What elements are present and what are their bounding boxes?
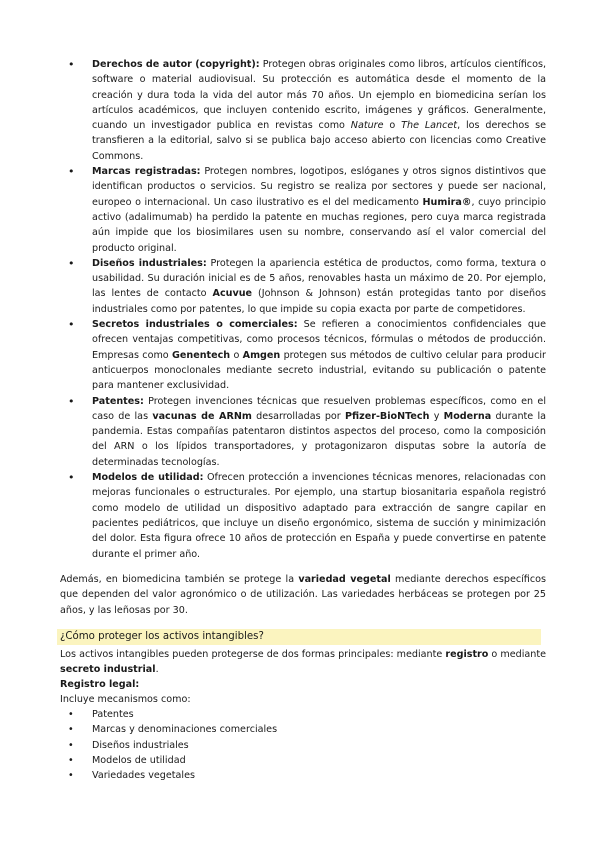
mechanisms-list	[60, 707, 360, 783]
text-run: Protegen invenciones técnicas que resuelven problemas específicos, como en el caso de las	[92, 395, 546, 422]
list-item-title: Modelos de utilidad:	[92, 472, 204, 484]
list-item-title: Secretos industriales o comerciales:	[92, 319, 298, 331]
text-run: Además, en biomedicina también se protege la	[60, 574, 299, 585]
bullet-icon: •	[68, 165, 75, 179]
text-run: Los activos intangibles pueden protegerse de dos formas principales: mediante	[60, 649, 446, 660]
list-item	[60, 256, 546, 317]
bullet-icon: •	[68, 770, 74, 782]
bold-text: vacunas de ARNm	[152, 410, 252, 422]
bold-text: Humira®	[422, 196, 472, 208]
text-run: Se refieren a conocimientos confidenciales que ofrecen ventajas competitivas, como procesos técnicos, fórmulas o métodos de producción. Empresas como	[92, 319, 546, 361]
text-run: y	[429, 410, 444, 422]
list-item-title: Derechos de autor (copyright):	[92, 59, 260, 70]
text-run: Protegen la apariencia estética de productos, como forma, textura o usabilidad. Su duración inicial es de 5 años, renovables hasta un máximo de 20. Por ejemplo, las lentes de contacto	[92, 257, 547, 300]
bullet-icon: •	[68, 58, 75, 71]
bullet-icon: •	[68, 739, 74, 751]
ip-types-list	[60, 57, 546, 562]
bold-text: variedad vegetal	[298, 574, 391, 585]
text-run: durante la pandemia. Estas compañías patentaron distintos aspectos del proceso, como la composición del ARN o los lípidos transportadores, y protagonizaron disputas sobre la autoría de determinadas tecnologías.	[92, 410, 546, 468]
text-run: o mediante	[488, 649, 546, 660]
bold-text: Amgen	[242, 349, 281, 361]
text-run: , cuyo principio activo (adalimumab) ha perdido la patente en muchas regiones, pero cuya marca registrada aún impide que los biosimilares usen su nombre, conservando así el valor comercial del producto original.	[92, 196, 546, 254]
registro-label: Registro legal:	[60, 679, 140, 690]
bullet-icon: •	[68, 709, 74, 720]
list-item-title: Marcas registradas:	[92, 166, 201, 178]
bold-text: registro	[445, 649, 489, 660]
italic-text: The Lancet	[401, 120, 458, 132]
text-run: mediante derechos específicos que dependen del valor agronómico o de utilización. Las variedades herbáceas se protegen por 25 años, y las leñosas por 30.	[60, 574, 546, 616]
mechanism-label: Diseños industriales	[92, 739, 189, 751]
list-item	[60, 57, 546, 164]
text-run: protegen sus métodos de cultivo celular para producir anticuerpos monoclonales mediante secreto industrial, evitando su publicación o patente para mantener exclusividad.	[92, 349, 546, 392]
text-run: , los derechos se transfieren a la editorial, salvo si se publica bajo acceso abierto con licencias como Creative Commons.	[92, 120, 546, 162]
mechanism-item	[60, 753, 360, 768]
section-heading: ¿Cómo proteger los activos intangibles?	[60, 631, 264, 642]
mechanism-label: Marcas y denominaciones comerciales	[92, 724, 278, 736]
mechanism-item	[60, 768, 360, 783]
list-item	[60, 164, 546, 256]
bullet-icon: •	[68, 256, 75, 270]
bullet-icon: •	[68, 394, 75, 408]
text-run: Protegen nombres, logotipos, eslóganes y otros signos distintivos que identifican productos o servicios. Su registro se realiza por sectores y puede ser nacional, europeo o internacional. Un caso ilustrativo es el del medicamento	[92, 166, 546, 208]
text-run: o	[230, 349, 243, 361]
intro-paragraph	[60, 647, 546, 678]
bullet-icon: •	[68, 724, 74, 736]
bullet-icon: •	[68, 471, 75, 485]
bold-text: Moderna	[443, 410, 492, 422]
text-run: desarrolladas por	[251, 410, 345, 422]
mechanism-item	[60, 738, 360, 753]
text-run: (Johnson & Johnson) están protegidas tanto por diseños industriales como por patentes, lo que impide su copia exacta por parte de competidores.	[92, 288, 546, 315]
bold-text: Pfizer-BioNTech	[344, 410, 430, 422]
includes-text: Incluye mecanismos como:	[60, 694, 191, 705]
mechanism-label: Patentes	[92, 709, 134, 720]
text-run: o	[383, 120, 402, 132]
text-run: Protegen obras originales como libros, artículos científicos, software o material audiovisual. Su protección es automática desde el momento de la creación y dura toda la vida del autor más 70 años. Un ejemplo en biomedicina serían los artículos académicos, que incluyen contenido escrito, imágenes y gráficos. Generalmente, cuando un investigador publica en revistas como	[92, 59, 546, 132]
text-run: .	[155, 664, 159, 676]
text-run: Ofrecen protección a invenciones técnicas menores, relacionadas con mejoras funcionales o estructurales. Por ejemplo, una startup biosanitaria española registró como modelo de utilidad un dispositivo adaptado para extracción de sangre capilar en pacientes pediátricos, que incluye un diseño ergonómico, sistema de succión y minimización del dolor. Esta figura ofrece 10 años de protección en España y puede convertirse en patente durante el primer año.	[92, 472, 546, 560]
list-item	[60, 470, 546, 562]
bullet-icon: •	[68, 318, 75, 332]
bold-text: secreto industrial	[60, 664, 156, 676]
bold-text: Acuvue	[212, 288, 253, 300]
plant-variety-paragraph	[60, 572, 546, 618]
list-item-title: Patentes:	[92, 395, 144, 407]
mechanism-label: Variedades vegetales	[92, 770, 195, 782]
mechanism-item	[60, 707, 360, 722]
list-item	[60, 317, 546, 393]
list-item	[60, 394, 546, 470]
list-item-title: Diseños industriales:	[92, 257, 207, 269]
mechanism-label: Modelos de utilidad	[92, 754, 186, 766]
mechanism-item	[60, 722, 360, 737]
bold-text: Genentech	[171, 349, 231, 361]
italic-text: Nature	[350, 120, 384, 132]
bullet-icon: •	[68, 754, 74, 766]
